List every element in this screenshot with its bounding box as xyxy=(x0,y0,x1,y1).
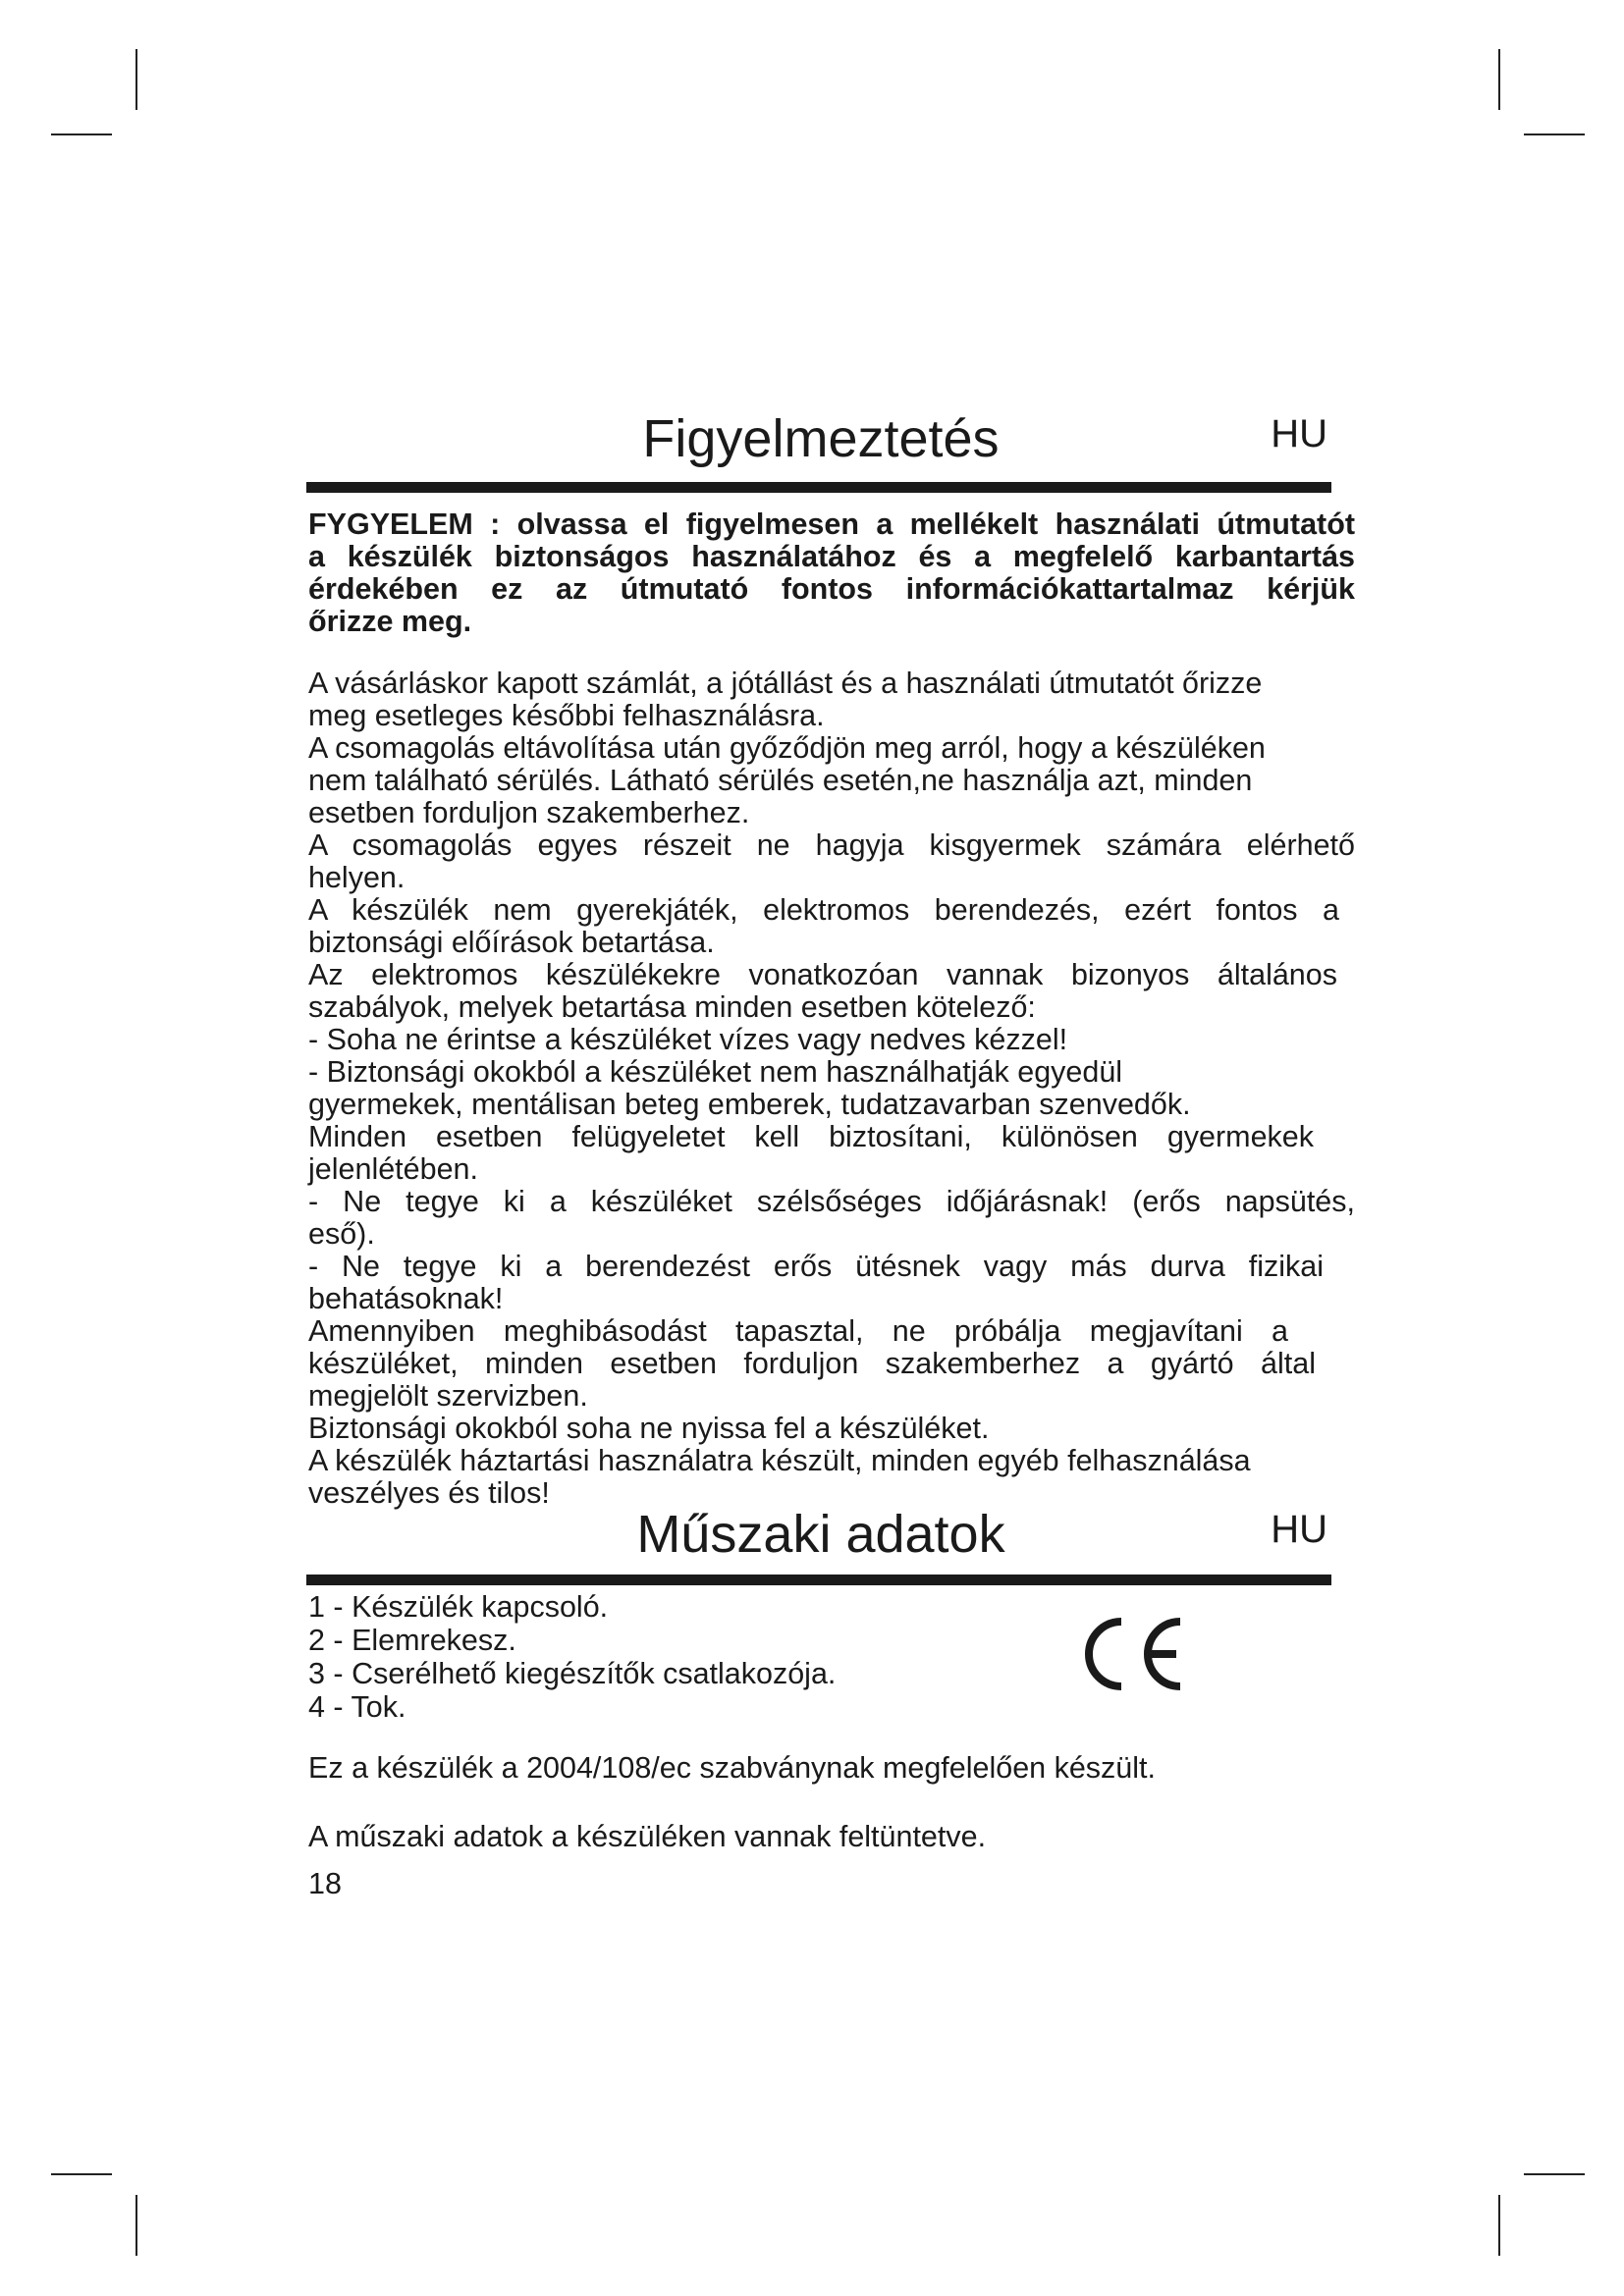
specs-heading-rule xyxy=(306,1575,1331,1585)
body-line: biztonsági előírások betartása. xyxy=(308,926,715,959)
specs-language-code: HU xyxy=(1271,1508,1327,1551)
warning-line: a készülék biztonságos használatához és a megfelelő karbantartás xyxy=(308,540,1355,573)
standard-compliance-text: Ez a készülék a 2004/108/ec szabványnak megfelelően készült. xyxy=(308,1751,1156,1785)
body-line: Biztonsági okokból soha ne nyissa fel a készüléket. xyxy=(308,1412,990,1445)
specs-heading xyxy=(306,1496,1335,1575)
warning-notice xyxy=(308,508,1355,638)
body-line: A készülék nem gyerekjáték, elektromos berendezés, ezért fontos a xyxy=(308,893,1339,927)
crop-mark-bottom-left-horizontal xyxy=(51,2173,112,2175)
list-item: 3 - Cserélhető kiegészítők csatlakozója. xyxy=(308,1657,837,1690)
crop-mark-top-right-vertical xyxy=(1498,49,1500,110)
body-line: Az elektromos készülékekre vonatkozóan vannak bizonyos általános xyxy=(308,958,1337,991)
body-line: gyermekek, mentálisan beteg emberek, tudatzavarban szenvedők. xyxy=(308,1088,1191,1121)
parts-list xyxy=(308,1590,836,1724)
technical-data-note: A műszaki adatok a készüléken vannak feltüntetve. xyxy=(308,1820,987,1853)
body-line: Amennyiben meghibásodást tapasztal, ne próbálja megjavítani a xyxy=(308,1314,1288,1348)
warning-heading xyxy=(306,400,1335,479)
body-line: A csomagolás eltávolítása után győződjön meg arról, hogy a készüléken xyxy=(308,731,1266,765)
body-line: A készülék háztartási használatra készült, minden egyéb felhasználása xyxy=(308,1444,1251,1477)
body-line: nem található sérülés. Látható sérülés esetén,ne használja azt, minden xyxy=(308,764,1253,797)
body-line: A csomagolás egyes részeit ne hagyja kisgyermek számára elérhető xyxy=(308,828,1355,862)
list-item: 4 - Tok. xyxy=(308,1690,406,1724)
body-line: készüléket, minden esetben forduljon szakemberhez a gyártó által xyxy=(308,1347,1316,1380)
crop-mark-bottom-right-horizontal xyxy=(1524,2173,1585,2175)
warning-body xyxy=(308,667,1355,1510)
list-item: 2 - Elemrekesz. xyxy=(308,1624,516,1657)
warning-line: érdekében ez az útmutató fontos információkattartalmaz kérjük xyxy=(308,572,1355,606)
body-line: Minden esetben felügyeletet kell biztosítani, különösen gyermekek xyxy=(308,1120,1314,1153)
warning-heading-rule xyxy=(306,482,1331,493)
body-line: - Ne tegye ki a készüléket szélsőséges időjárásnak! (erős napsütés, xyxy=(308,1185,1355,1218)
crop-mark-top-right-horizontal xyxy=(1524,133,1585,135)
body-line: meg esetleges későbbi felhasználásra. xyxy=(308,699,825,732)
crop-mark-top-left-horizontal xyxy=(51,133,112,135)
body-line: veszélyes és tilos! xyxy=(308,1476,550,1510)
body-line: A vásárláskor kapott számlát, a jótállást és a használati útmutatót őrizze xyxy=(308,667,1263,700)
body-line: helyen. xyxy=(308,861,406,894)
body-line: megjelölt szervizben. xyxy=(308,1379,588,1413)
crop-mark-bottom-right-vertical xyxy=(1498,2195,1500,2256)
ce-mark-icon xyxy=(1070,1610,1188,1698)
body-line: - Biztonsági okokból a készüléket nem használhatják egyedül xyxy=(308,1055,1123,1089)
specs-title: Műszaki adatok xyxy=(636,1505,1005,1564)
warning-title: Figyelmeztetés xyxy=(642,409,1000,468)
warning-line: őrizze meg. xyxy=(308,605,472,638)
body-line: szabályok, melyek betartása minden esetben kötelező: xyxy=(308,990,1036,1024)
body-line: - Soha ne érintse a készüléket vízes vagy nedves kézzel! xyxy=(308,1023,1068,1056)
warning-language-code: HU xyxy=(1271,412,1327,455)
body-line: - Ne tegye ki a berendezést erős ütésnek vagy más durva fizikai xyxy=(308,1250,1324,1283)
body-line: eső). xyxy=(308,1217,375,1251)
list-item: 1 - Készülék kapcsoló. xyxy=(308,1590,609,1624)
crop-mark-bottom-left-vertical xyxy=(135,2195,137,2256)
body-line: jelenlétében. xyxy=(308,1152,478,1186)
body-line: behatásoknak! xyxy=(308,1282,504,1315)
crop-mark-top-left-vertical xyxy=(135,49,137,110)
page-number: 18 xyxy=(308,1867,342,1900)
body-line: esetben forduljon szakemberhez. xyxy=(308,796,750,829)
warning-line: FYGYELEM : olvassa el figyelmesen a mellékelt használati útmutatót xyxy=(308,507,1355,541)
